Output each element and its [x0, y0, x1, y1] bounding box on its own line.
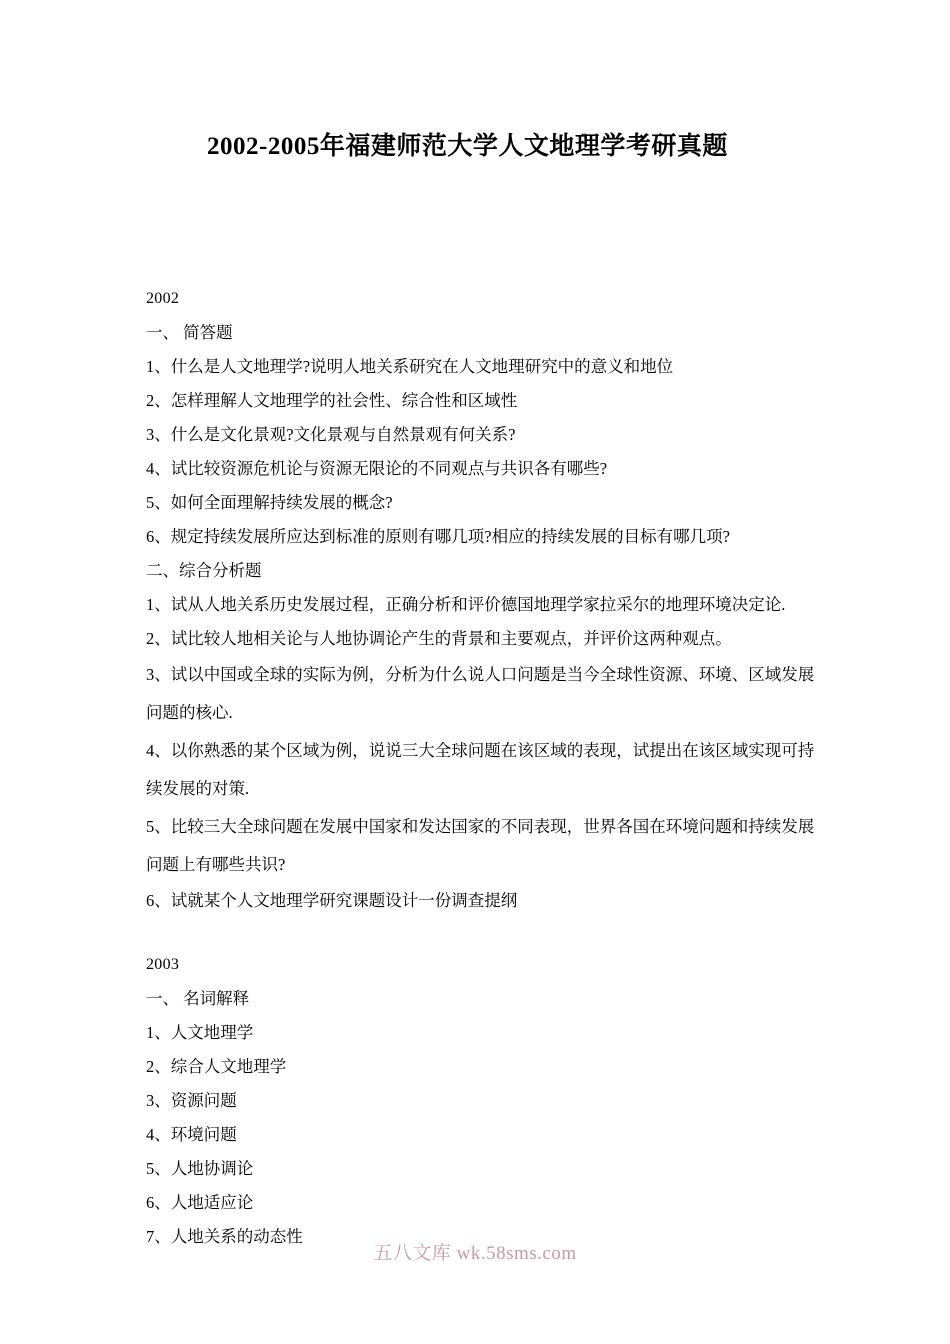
text-line: 1、试从人地关系历史发展过程，正确分析和评价德国地理学家拉采尔的地理环境决定论.	[146, 595, 786, 614]
text-line: 一、 简答题	[146, 323, 233, 342]
text-line: 2、综合人文地理学	[146, 1057, 287, 1076]
section-year-2003: 2003	[146, 956, 180, 973]
text-line: 4、环境问题	[146, 1125, 237, 1144]
text-line: 5、人地协调论	[146, 1159, 254, 1178]
text-line: 3、什么是文化景观?文化景观与自然景观有何关系?	[146, 425, 516, 444]
text-line: 3、试以中国或全球的实际为例，分析为什么说人口问题是当今全球性资源、环境、区域发展问题的核心.	[146, 665, 815, 722]
section-spacer	[146, 918, 826, 948]
page-title: 2002-2005年福建师范大学人文地理学考研真题	[207, 133, 728, 160]
document-body	[146, 282, 826, 1254]
text-line: 2、试比较人地相关论与人地协调论产生的背景和主要观点，并评价这两种观点。	[146, 629, 732, 648]
watermark	[0, 1238, 950, 1265]
text-line: 6、规定持续发展所应达到标准的原则有哪几项?相应的持续发展的目标有哪几项?	[146, 527, 730, 546]
text-line: 6、人地适应论	[146, 1193, 254, 1212]
text-line: 4、试比较资源危机论与资源无限论的不同观点与共识各有哪些?	[146, 459, 608, 478]
text-line: 1、什么是人文地理学?说明人地关系研究在人文地理研究中的意义和地位	[146, 357, 674, 376]
watermark-cn: 五八文库	[373, 1243, 452, 1264]
text-line: 6、试就某个人文地理学研究课题设计一份调查提纲	[146, 891, 518, 910]
text-line: 5、如何全面理解持续发展的概念?	[146, 493, 393, 512]
text-line: 2、怎样理解人文地理学的社会性、综合性和区域性	[146, 391, 518, 410]
text-line: 4、以你熟悉的某个区域为例，说说三大全球问题在该区域的表现，试提出在该区域实现可持续发展的对策.	[146, 741, 815, 798]
text-line: 3、资源问题	[146, 1091, 237, 1110]
text-line: 7、人地关系的动态性	[146, 1227, 303, 1246]
text-line: 二、综合分析题	[146, 561, 262, 580]
watermark-en: wk.58sms.com	[456, 1243, 577, 1264]
text-line: 一、 名词解释	[146, 989, 250, 1008]
text-line: 5、比较三大全球问题在发展中国家和发达国家的不同表现，世界各国在环境问题和持续发展 问题上有哪些共识?	[146, 817, 819, 874]
text-line: 1、人文地理学	[146, 1023, 254, 1042]
section-year-2002: 2002	[146, 290, 180, 307]
